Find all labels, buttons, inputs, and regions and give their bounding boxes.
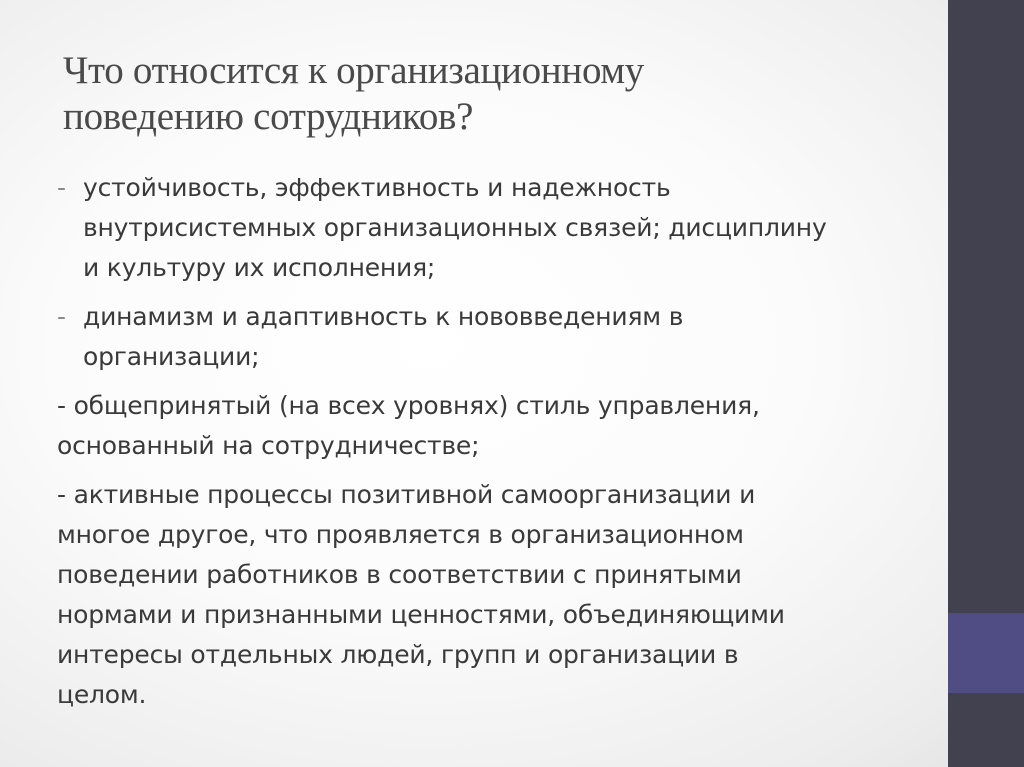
- list-item: [57, 475, 937, 715]
- item-line: целом.: [57, 680, 147, 709]
- title-line: поведению сотрудников?: [63, 95, 474, 138]
- bullet-dash: -: [57, 302, 66, 331]
- item-line: основанный на сотрудничестве;: [57, 431, 480, 460]
- item-line: нормами и признанными ценностями, объединяющими: [57, 600, 785, 629]
- item-line: многое другое, что проявляется в организационном: [57, 520, 744, 549]
- item-line: устойчивость, эффективность и надежность: [83, 173, 671, 202]
- item-line: интересы отдельных людей, групп и организации в: [57, 640, 739, 669]
- list-item: [57, 297, 937, 377]
- slide-body: [57, 168, 937, 715]
- item-line: - активные процессы позитивной самоорганизации и: [57, 480, 756, 509]
- list-item: [57, 168, 937, 288]
- item-line: поведении работников в соответствии с принятыми: [57, 560, 742, 589]
- item-line: динамизм и адаптивность к нововведениям в: [83, 302, 684, 331]
- item-line: и культуру их исполнения;: [83, 253, 436, 282]
- list-item: [57, 386, 937, 466]
- slide-title: [63, 48, 923, 140]
- item-line: - общепринятый (на всех уровнях) стиль управления,: [57, 391, 760, 420]
- title-line: Что относится к организационному: [63, 49, 644, 92]
- sidebar-accent-block: [948, 613, 1024, 693]
- item-line: организации;: [83, 342, 260, 371]
- decorative-sidebar: [948, 0, 1024, 767]
- bullet-dash: -: [57, 173, 66, 202]
- item-line: внутрисистемных организационных связей; дисциплину: [83, 213, 827, 242]
